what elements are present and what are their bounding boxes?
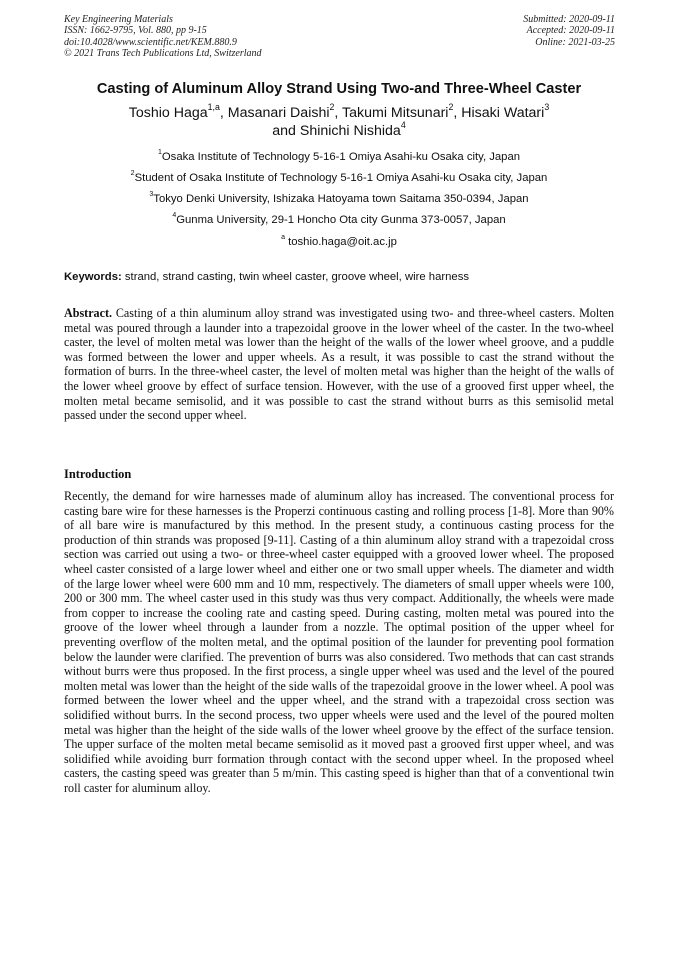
author-line-2 [40,119,638,140]
corresponding-email [40,235,638,249]
affiliation-marker: 4 [172,212,177,220]
paper-title: Casting of Aluminum Alloy Strand Using Two-and Three-Wheel Caster [96,81,582,97]
affiliation-4 [40,213,638,227]
section-heading-introduction: Introduction [64,467,132,481]
email-text: toshio.haga@oit.ac.jp [284,236,397,248]
author-superscript: 2 [448,101,454,112]
author-name: Toshio Haga [128,105,208,121]
dates-header [523,14,615,48]
author-conjunction: and [272,123,300,139]
introduction-paragraph: Recently, the demand for wire harnesses made of aluminum alloy has increased. The conventional process for casting bare wire for these harnesses is the Properzi continuous casting and rolling process [1-8]. More than 90% of all bare wire is manufactured by this method. In the present study, a continuous casting process for the production of thin strands was proposed [9-11]. Casting of a thin aluminum alloy strand with a trapezoidal cross section was carried out using a two- or three-wheel caster equipped with a grooved lower wheel. The proposed wheel caster consisted of a large lower wheel and either one or two small upper wheels. The diameter and width of the large lower wheel were 600 mm and 10 mm, respectively. The diameters of small upper wheels were 100, 200 or 300 mm. The wheel caster used in this study was thus very compact. Additionally, the wheels were made from copper to increase the cooling rate and casting speed. During casting, molten metal was poured into the groove of the lower wheel through a launder from a nozzle. The optimal position of the upper wheel for preventing overflow of the molten metal, and the optimal position of the launder for preventing pool formation below the launder were clarified. The prevention of burrs was also considered. Two methods that can cast strands without burrs were thus proposed. In the first process, a single upper wheel was used and the level of the poured molten metal was lower than the height of the side walls of the trapezoidal groove in the lower wheel. A pool was formed between the lower wheel and the upper wheel, and the strand with a trapezoidal cross section was solidified without burrs. In the second process, two upper wheels were used and the level of the poured molten metal was higher than the height of the side walls of the lower wheel groove by the effect of the surface tension. The upper surface of the molten metal became semisolid as it moved past a grooved first upper wheel, and was solidified while avoiding burr formation through contact with the second upper wheel. In the proposed wheel casters, the casting speed was greater than 5 m/min. This casting speed is higher than that of a conventional twin roll caster for aluminum alloy. [64,489,614,795]
keywords [64,270,469,284]
author-list [40,101,638,140]
journal-doi: doi:10.4028/www.scientific.net/KEM.880.9 [64,36,237,48]
author-superscript: 1,a [207,101,220,112]
keywords-text: strand, strand casting, twin wheel caster, groove wheel, wire harness [121,271,470,283]
journal-copyright: © 2021 Trans Tech Publications Ltd, Switzerland [64,47,262,59]
affiliation-marker: 3 [149,191,154,199]
author-superscript: 3 [544,101,550,112]
journal-issn: ISSN: 1662-9795, Vol. 880, pp 9-15 [64,25,207,37]
journal-name: Key Engineering Materials [64,14,173,25]
author-name: Masanari Daishi [227,105,330,121]
author-separator: , [219,105,228,121]
journal-info-header [64,14,262,59]
affiliation-text: Student of Osaka Institute of Technology 5-16-1 Omiya Asahi-ku Osaka city, Japan [134,172,548,184]
affiliation-marker: 2 [130,170,135,178]
affiliation-text: Gunma University, 29-1 Honcho Ota city Gunma 373-0057, Japan [176,214,506,226]
author-superscript: 4 [400,119,406,130]
affiliation-3 [40,192,638,206]
affiliation-text: Tokyo Denki University, Ishizaka Hatoyama town Saitama 350-0394, Japan [153,193,529,205]
online-date: Online: 2021-03-25 [535,36,615,48]
abstract [64,306,614,423]
affiliation-2 [40,171,638,185]
affiliation-1 [40,150,638,164]
author-separator: , [334,105,343,121]
author-line-1 [40,101,638,122]
accepted-date: Accepted: 2020-09-11 [526,25,615,37]
author-name: Hisaki Watari [461,105,545,121]
abstract-text: Casting of a thin aluminum alloy strand was investigated using two- and three-wheel casters. Molten metal was poured through a launder into a trapezoidal groove in the lower wheel of the caster. In the two-wheel caster, the level of molten metal was lower than the height of the walls of the lower wheel groove, and a puddle was formed between the lower and upper wheels. As a result, it was possible to cast the strand without the formation of burrs. In the three-wheel caster, the level of molten metal was higher than the height of the walls of the lower wheel groove by effect of surface tension. However, with the use of a grooved first upper wheel, the molten metal became semisolid, and it was possible to cast the strand without burrs as this semisolid metal passed under the second upper wheel. [64,306,614,423]
submitted-date: Submitted: 2020-09-11 [523,14,615,25]
author-separator: , [453,105,462,121]
abstract-label: Abstract. [64,306,113,320]
author-name: Shinichi Nishida [299,123,401,139]
affiliation-marker: 1 [157,149,162,157]
author-superscript: 2 [329,101,335,112]
affiliation-marker: a [281,234,285,242]
affiliation-text: Osaka Institute of Technology 5-16-1 Omiya Asahi-ku Osaka city, Japan [161,151,521,163]
author-name: Takumi Mitsunari [342,105,449,121]
keywords-label: Keywords: [64,271,122,283]
